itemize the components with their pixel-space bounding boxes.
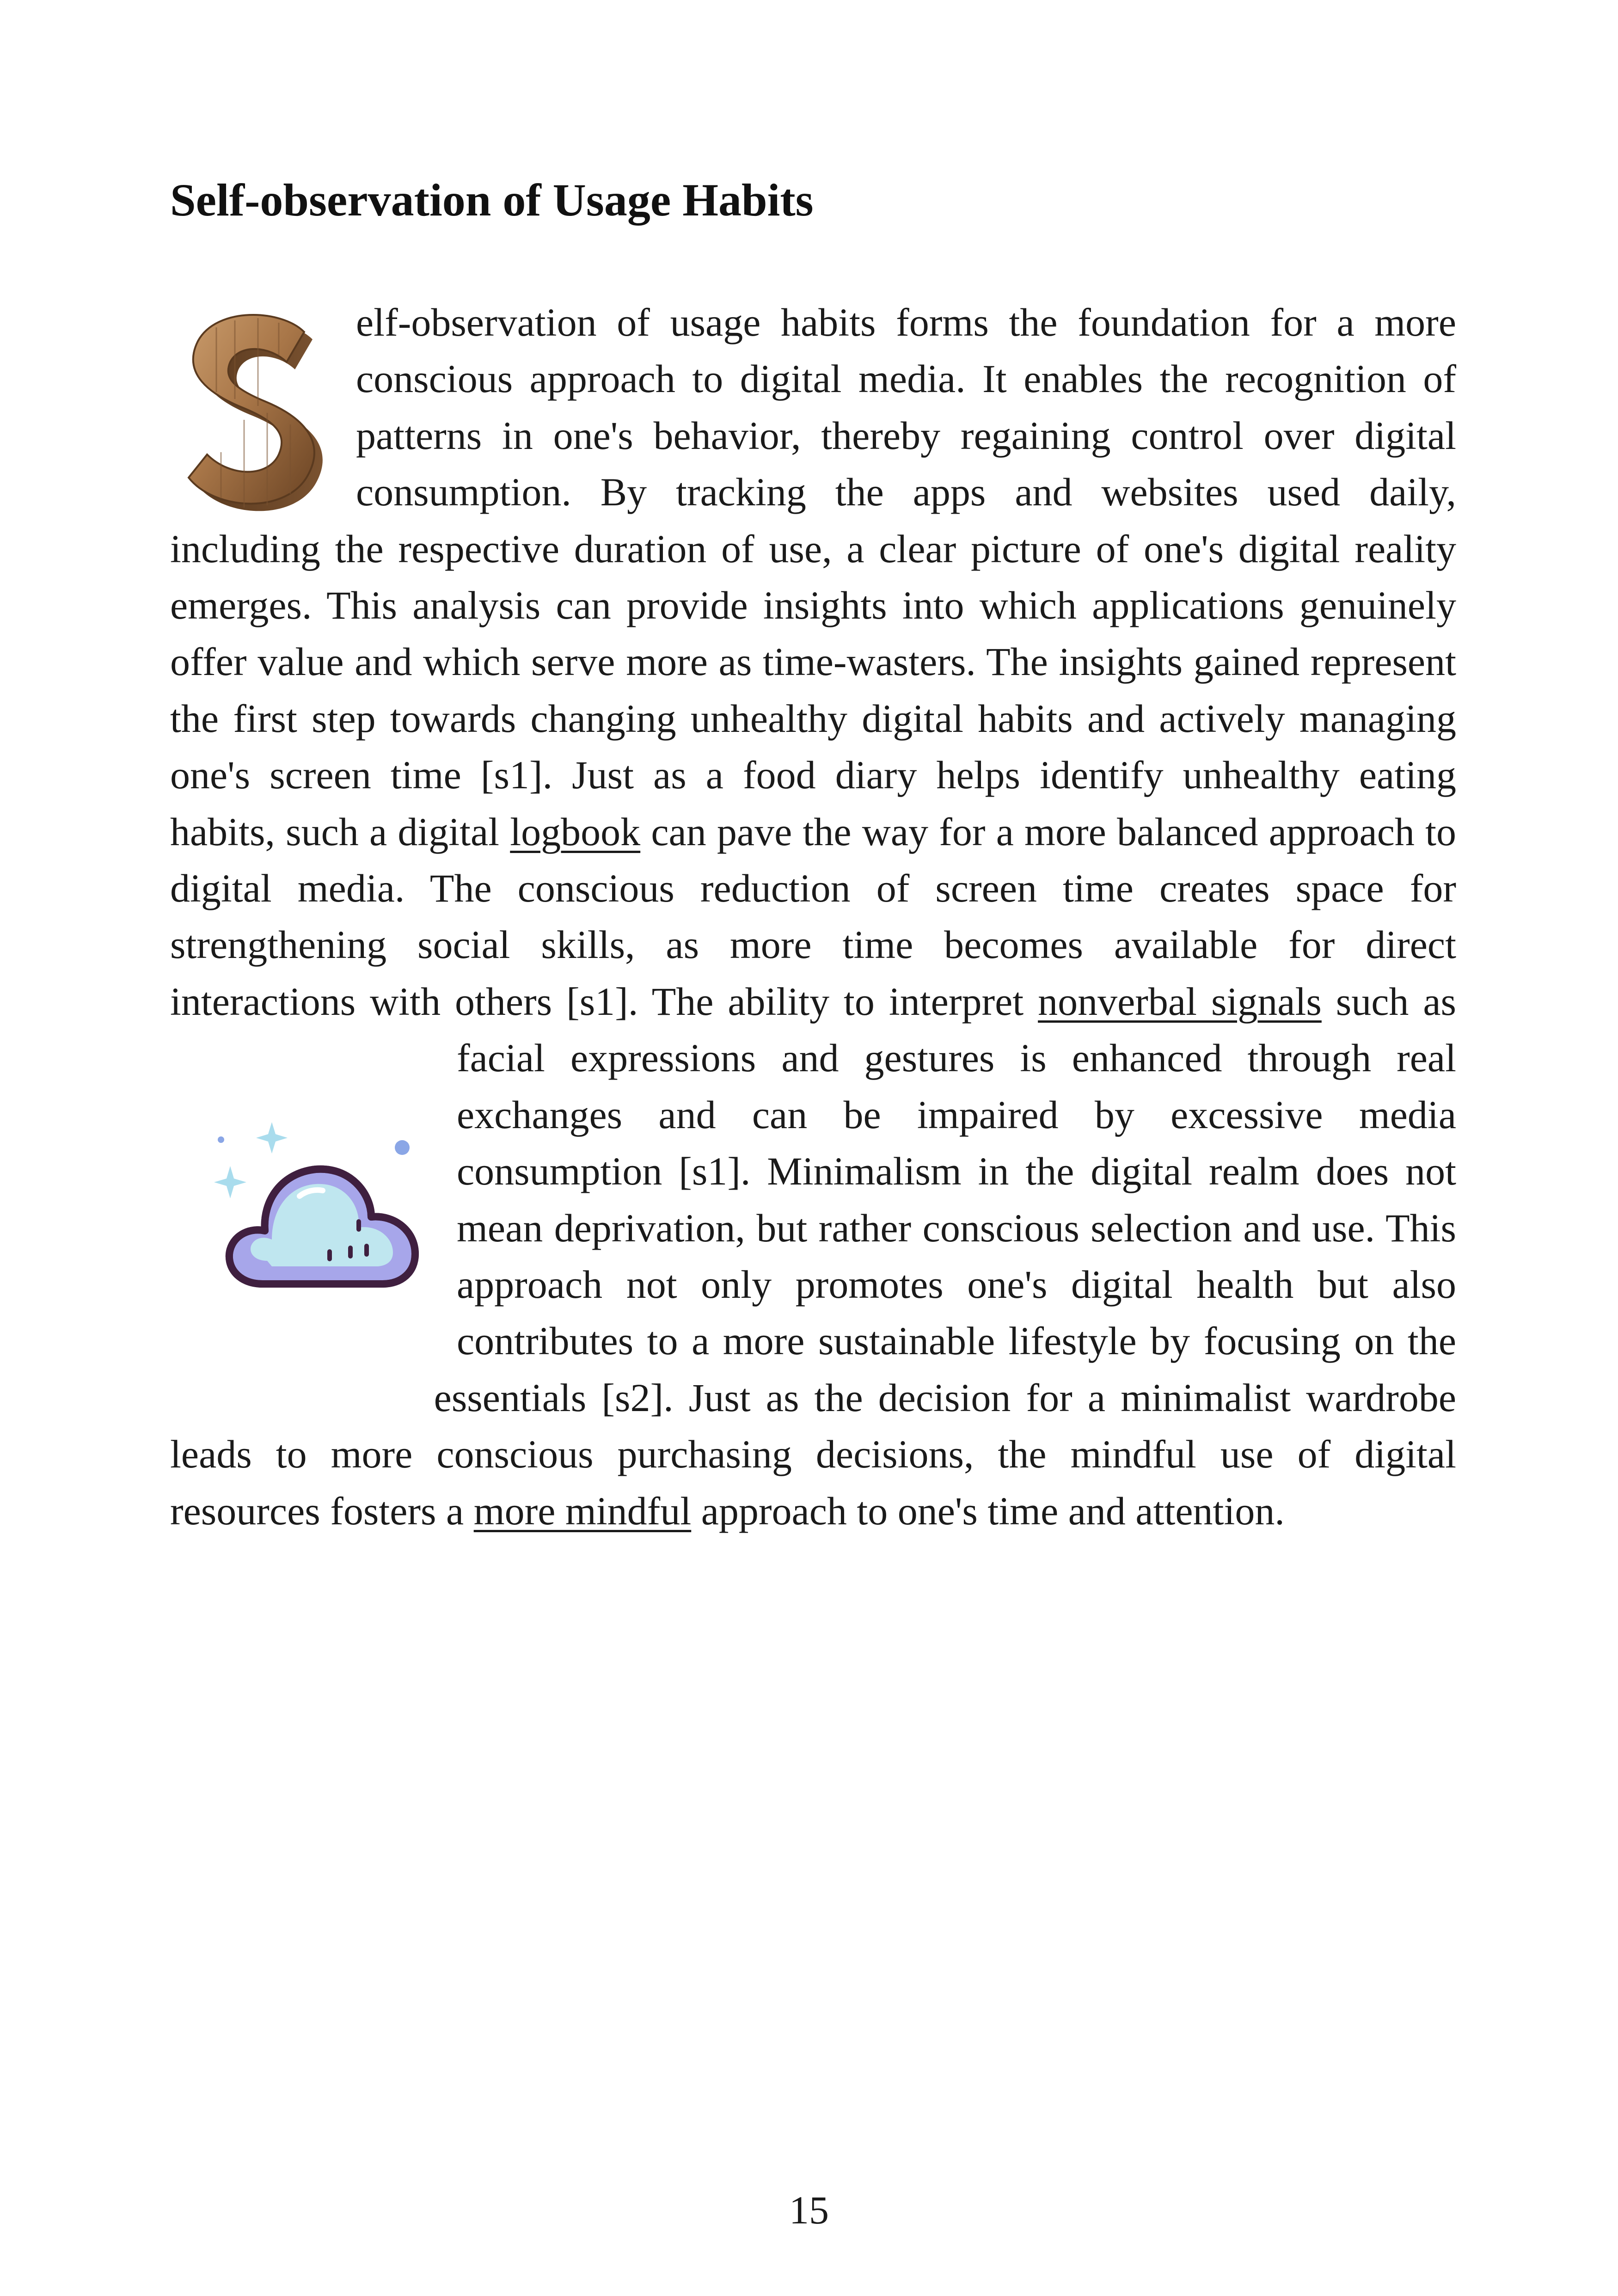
dot-icon (395, 1140, 410, 1155)
cloud-illustration (170, 1030, 457, 1369)
letter-face (189, 315, 314, 503)
logbook-link[interactable]: logbook (510, 809, 641, 854)
drop-cap-s (170, 294, 356, 519)
body-paragraph: elf-observation of usage habits forms the foundation for a more conscious approach to digital media. It enables the recognition of patterns in one's behavior, thereby regaining control over digital consumption. By tracking the apps and websites used daily, including the respective duration of use, a clear picture of one's digital reality emerges. This analysis can provide insights into which applications genuinely offer value and which serve more as time-wasters. The insights gained represent the first step towards changing unhealthy digital habits and actively managing one's screen time [s1]. Just as a food diary helps identify unhealthy eating habits, such a digital logbook can pave the way for a more balanced approach to digital media. The conscious reduction of screen time creates space for strengthening social skills, as more time becomes available for direct interactions with others [s1]. The ability to interpret nonverbal signals such as facial expressions and gestures is enhanced through real exchanges and can be impaired by excessive media consumption [s1]. Minimalism in the digital realm does not mean deprivation, but rather conscious selection and use. This approach not only promotes one's digital health but also contributes to a more sustainable lifestyle by focusing on the essentials [s2]. Just as the decision for a minimalist wardrobe leads to more conscious purchasing decisions, the mindful use of digital resources fosters a more mindful approach to one's time and attention. (170, 294, 1456, 1539)
sparkle-icon (214, 1166, 246, 1198)
nonverbal-signals-link[interactable]: nonverbal signals (1038, 979, 1322, 1024)
section-heading: Self-observation of Usage Habits (170, 174, 814, 226)
more-mindful-link[interactable]: more mindful (473, 1488, 692, 1533)
page-number: 15 (789, 2188, 829, 2232)
sparkle-icon (256, 1122, 288, 1154)
wooden-letter-s-icon (165, 300, 332, 522)
dot-icon (218, 1136, 224, 1143)
cloud-icon (212, 1122, 443, 1298)
